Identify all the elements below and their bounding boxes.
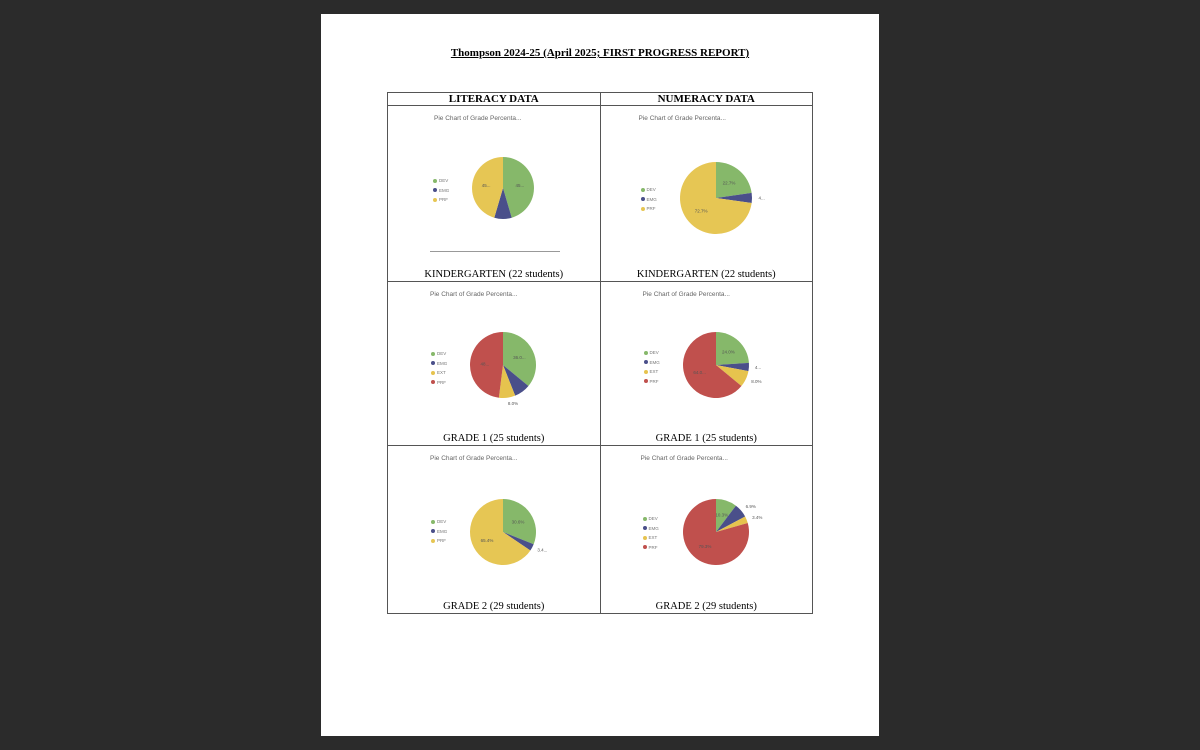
chart-title: Pie Chart of Grade Percenta... [640,455,728,462]
legend-label: PRF [648,544,658,550]
pie-data-label: 4... [758,195,765,201]
grade-caption: KINDERGARTEN (22 students) [424,269,564,280]
report-page [321,14,879,736]
pie-data-label: 10.3% [714,512,728,518]
pie-data-label: 8.0% [507,401,519,407]
legend-label: PRF [437,379,446,385]
pie-chart [601,106,814,256]
grade-caption: GRADE 1 (25 students) [655,433,757,444]
legend-label: DEV [439,178,449,184]
pie-chart [388,106,601,256]
chart-cell [388,106,600,281]
chart-title: Pie Chart of Grade Percenta... [642,291,730,298]
grade-caption: GRADE 2 (29 students) [443,601,545,612]
report-title: Thompson 2024-25 (April 2025; FIRST PROGRESS REPORT) [450,47,750,59]
pie-chart [388,446,601,596]
chart-cell [388,282,600,445]
pie-data-label: 64.0... [692,370,706,376]
chart-title: Pie Chart of Grade Percenta... [434,115,522,122]
chart-cell [601,106,813,281]
pie-data-label: 45... [515,183,525,189]
legend-label: EXT [648,535,658,541]
pie-data-label: 3.4% [751,515,762,520]
pie-data-label: 30.6% [511,519,525,525]
chart-title: Pie Chart of Grade Percenta... [430,291,518,298]
pie-data-label: 36.0... [513,354,526,360]
chart-cell [601,446,813,613]
numeracy-header: NUMERACY DATA [600,93,813,106]
legend-label: DEV [649,350,659,356]
data-table [387,92,813,614]
pie-data-label: 48... [480,361,490,367]
pie-data-label: 45... [481,183,491,189]
legend-label: EMG [437,528,448,534]
pie-data-label: 8.0% [750,379,761,385]
chart-title: Pie Chart of Grade Percenta... [430,455,518,462]
pie-chart [601,282,814,432]
chart-cell [601,282,813,445]
legend-label: DEV [437,519,447,525]
legend-label: DEV [648,516,658,522]
legend-label: EMG [648,525,659,531]
pie-data-label: 65.4% [480,538,494,543]
legend-label: EMG [646,196,657,202]
grade-caption: KINDERGARTEN (22 students) [636,269,776,280]
pie-data-label: 22.7% [722,180,735,186]
literacy-header: LITERACY DATA [388,93,601,106]
legend-label: PRF [437,538,446,544]
pie-chart [388,282,601,432]
legend-label: PRF [646,206,656,212]
legend-label: EXT [437,370,446,376]
pie-data-label: 4... [754,364,761,370]
pie-data-label: 79.3% [698,544,711,549]
grade-caption: GRADE 2 (29 students) [655,601,757,612]
legend-label: EXT [649,369,659,375]
legend-label: PRF [439,197,448,203]
pie-data-label: 24.0% [721,349,735,355]
pie-chart [601,446,814,596]
pie-data-label: 3.4... [537,547,548,553]
legend-label: EMG [649,359,660,365]
legend-label: EMG [437,360,448,366]
pie-data-label: 72.7% [694,208,707,214]
chart-title: Pie Chart of Grade Percenta... [638,115,726,122]
separator-line [430,251,560,252]
grade-caption: GRADE 1 (25 students) [443,433,545,444]
legend-label: PRF [649,378,659,384]
legend-label: DEV [437,351,447,357]
pie-data-label: 6.9% [745,504,756,510]
legend-label: DEV [646,187,656,193]
legend-label: EMG [439,187,450,193]
chart-cell [388,446,600,613]
